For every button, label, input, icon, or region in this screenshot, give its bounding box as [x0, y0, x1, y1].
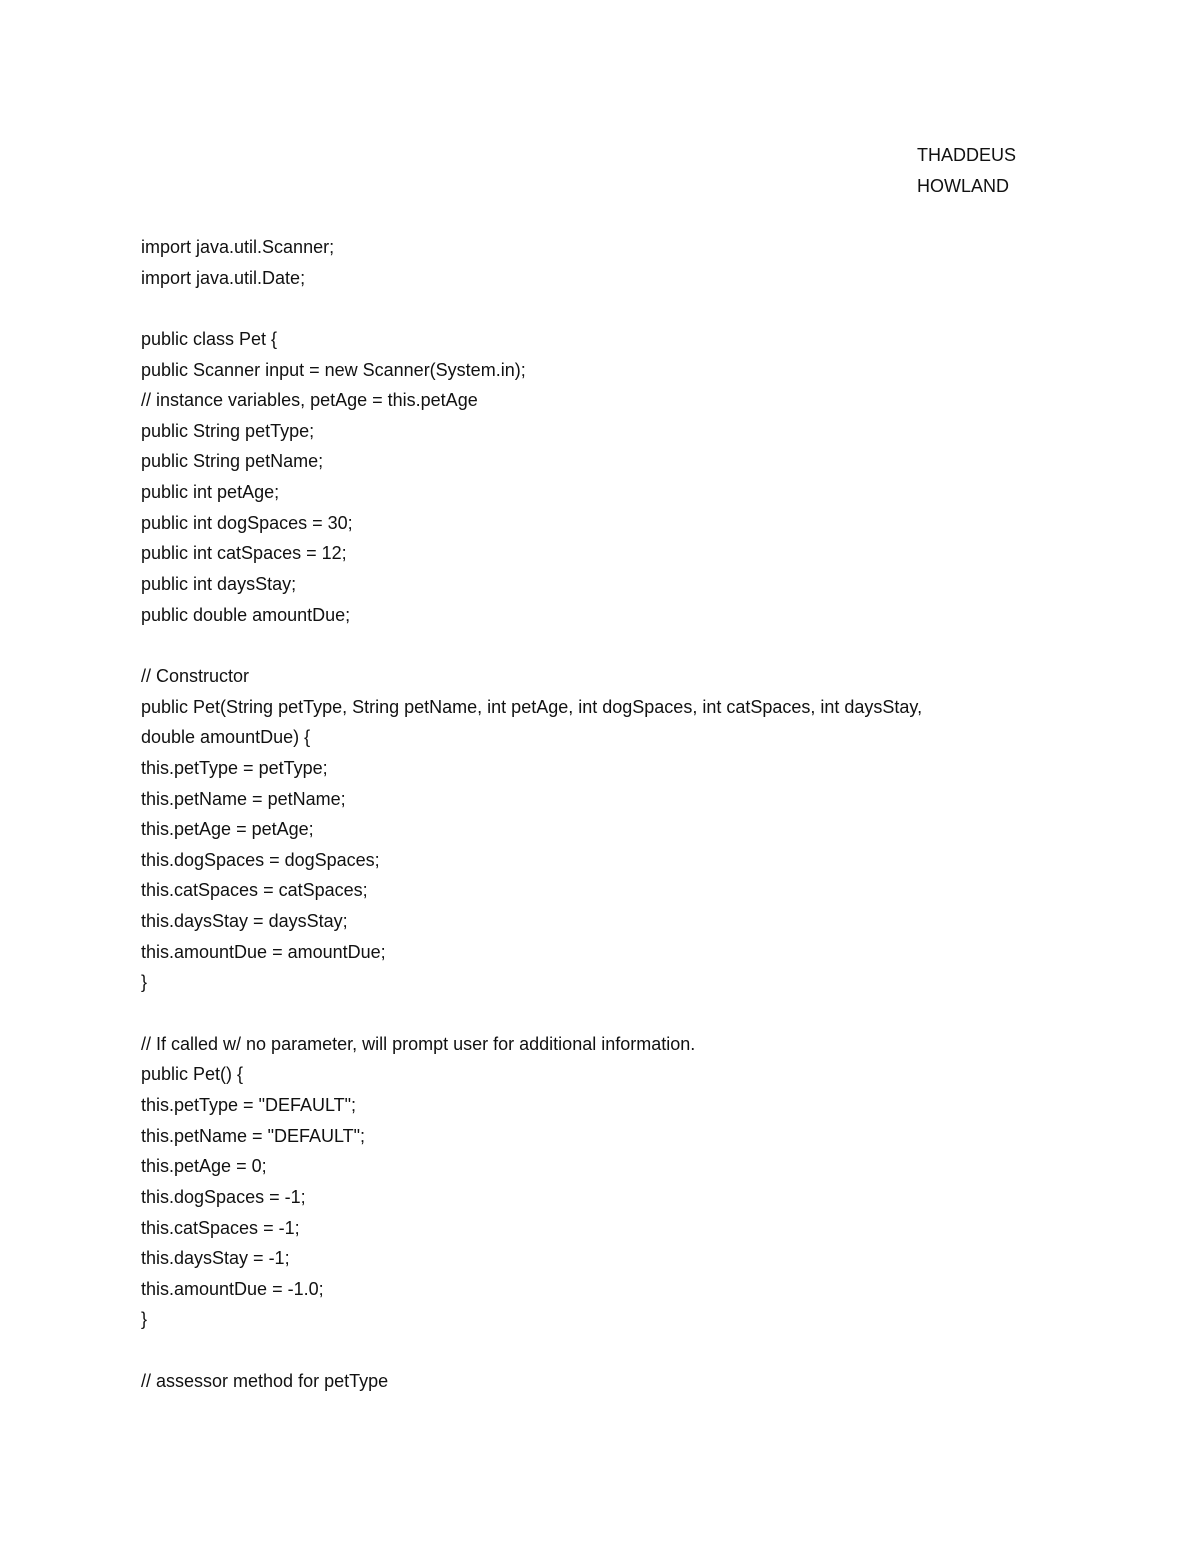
code-line: public double amountDue;: [141, 604, 351, 625]
code-line: public int dogSpaces = 30;: [141, 512, 353, 533]
code-listing: [141, 232, 1141, 1396]
code-line: this.dogSpaces = -1;: [141, 1186, 306, 1207]
code-line: [141, 1335, 1141, 1366]
code-line: public Pet(String petType, String petName, int petAge, int dogSpaces, int catSpaces, int daysStay,: [141, 696, 923, 717]
code-line: // assessor method for petType: [141, 1370, 389, 1391]
code-line: // If called w/ no parameter, will prompt user for additional information.: [141, 1033, 696, 1054]
code-line: this.petType = "DEFAULT";: [141, 1094, 357, 1115]
code-line: this.petAge = petAge;: [141, 819, 314, 840]
code-line: }: [141, 1309, 148, 1330]
code-line: // instance variables, petAge = this.petAge: [141, 390, 478, 411]
code-line: [141, 998, 1141, 1029]
code-line: [141, 293, 1141, 324]
code-line: this.petType = petType;: [141, 757, 328, 778]
code-line: this.catSpaces = -1;: [141, 1217, 300, 1238]
code-line: public String petName;: [141, 451, 324, 472]
code-line: this.daysStay = daysStay;: [141, 911, 348, 932]
code-line: double amountDue) {: [141, 727, 311, 748]
code-line: this.catSpaces = catSpaces;: [141, 880, 368, 901]
code-line: import java.util.Scanner;: [141, 237, 335, 257]
code-line: public String petType;: [141, 420, 315, 441]
code-line: // Constructor: [141, 665, 250, 686]
code-line: this.petName = "DEFAULT";: [141, 1125, 366, 1146]
code-line: import java.util.Date;: [141, 267, 306, 288]
code-line: this.petAge = 0;: [141, 1156, 267, 1177]
author-first-name: THADDEUS: [917, 145, 1017, 165]
code-line: public class Pet {: [141, 328, 278, 349]
code-line: [141, 630, 1141, 661]
code-line: public Pet() {: [141, 1064, 244, 1085]
code-line: this.dogSpaces = dogSpaces;: [141, 849, 380, 870]
code-line: this.amountDue = amountDue;: [141, 941, 386, 962]
code-line: }: [141, 972, 148, 993]
author-last-name: HOWLAND: [917, 176, 1010, 196]
code-line: public int daysStay;: [141, 574, 297, 595]
code-line: this.petName = petName;: [141, 788, 346, 809]
code-line: public int petAge;: [141, 482, 280, 503]
code-line: this.daysStay = -1;: [141, 1248, 290, 1269]
code-line: this.amountDue = -1.0;: [141, 1278, 324, 1299]
code-line: public int catSpaces = 12;: [141, 543, 347, 564]
author-block: [917, 140, 1016, 202]
code-line: public Scanner input = new Scanner(System.in);: [141, 359, 526, 380]
